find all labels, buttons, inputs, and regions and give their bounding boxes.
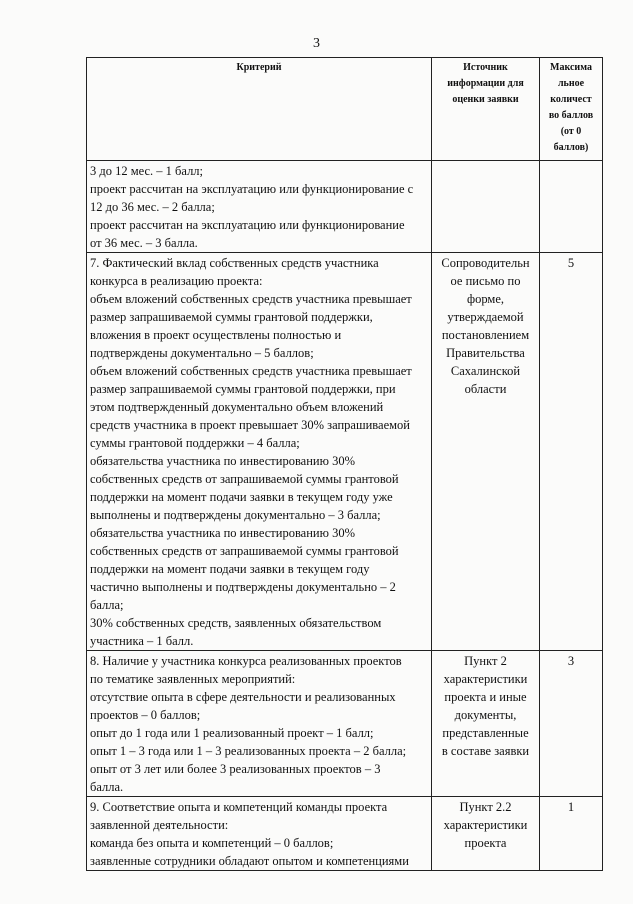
criterion-cell: 7. Фактический вклад собственных средств участника конкурса в реализацию проекта: объем вложений собственных средств участника превышает размер запрашиваемой суммы грантовой поддержки, вложения в проект осуществлены полностью и подтверждены документально – 5 баллов; объем вложений собственных средств участника превышает размер запрашиваемой суммы грантовой поддержки, при этом подтвержденный документально объем вложений средств участника в проект превышает 30% запрашиваемой суммы грантовой поддержки – 4 балла; обязательства участника по инвестированию 30% собственных средств от запрашиваемой суммы грантовой поддержки на момент подачи заявки в текущем году уже выполнены и подтверждены документально – 3 балла; обязательства участника по инвестированию 30% собственных средств от запрашиваемой суммы грантовой поддержки на момент подачи заявки в текущем году частично выполнены и подтверждены документально – 2 балла; 30% собственных средств, заявленных обязательством участника – 1 балл. bbox=[87, 253, 432, 651]
max-points-cell: 1 bbox=[540, 797, 603, 871]
table-header-row bbox=[87, 58, 603, 161]
page-number: 3 bbox=[313, 36, 320, 51]
header-max-points: Максима льное количест во баллов (от 0 баллов) bbox=[540, 58, 603, 161]
table-row bbox=[87, 161, 603, 253]
source-cell bbox=[432, 161, 540, 253]
source-cell: Пункт 2 характеристики проекта и иные документы, представленные в составе заявки bbox=[432, 651, 540, 797]
table-row bbox=[87, 797, 603, 871]
source-cell: Сопроводительн ое письмо по форме, утверждаемой постановлением Правительства Сахалинской области bbox=[432, 253, 540, 651]
criterion-cell: 8. Наличие у участника конкурса реализованных проектов по тематике заявленных мероприятий: отсутствие опыта в сфере деятельности и реализованных проектов – 0 баллов; опыт до 1 года или 1 реализованный проект – 1 балл; опыт 1 – 3 года или 1 – 3 реализованных проекта – 2 балла; опыт от 3 лет или более 3 реализованных проектов – 3 балла. bbox=[87, 651, 432, 797]
criterion-cell: 3 до 12 мес. – 1 балл; проект рассчитан на эксплуатацию или функционирование с 12 до 36 мес. – 2 балла; проект рассчитан на эксплуатацию или функционирование от 36 мес. – 3 балла. bbox=[87, 161, 432, 253]
source-cell: Пункт 2.2 характеристики проекта bbox=[432, 797, 540, 871]
table-row bbox=[87, 253, 603, 651]
criteria-table bbox=[86, 57, 603, 871]
max-points-cell: 3 bbox=[540, 651, 603, 797]
max-points-cell: 5 bbox=[540, 253, 603, 651]
max-points-cell bbox=[540, 161, 603, 253]
criterion-cell: 9. Соответствие опыта и компетенций команды проекта заявленной деятельности: команда без опыта и компетенций – 0 баллов; заявленные сотрудники обладают опытом и компетенциями bbox=[87, 797, 432, 871]
header-source: Источник информации для оценки заявки bbox=[432, 58, 540, 161]
table-row bbox=[87, 651, 603, 797]
header-criterion: Критерий bbox=[87, 58, 432, 161]
